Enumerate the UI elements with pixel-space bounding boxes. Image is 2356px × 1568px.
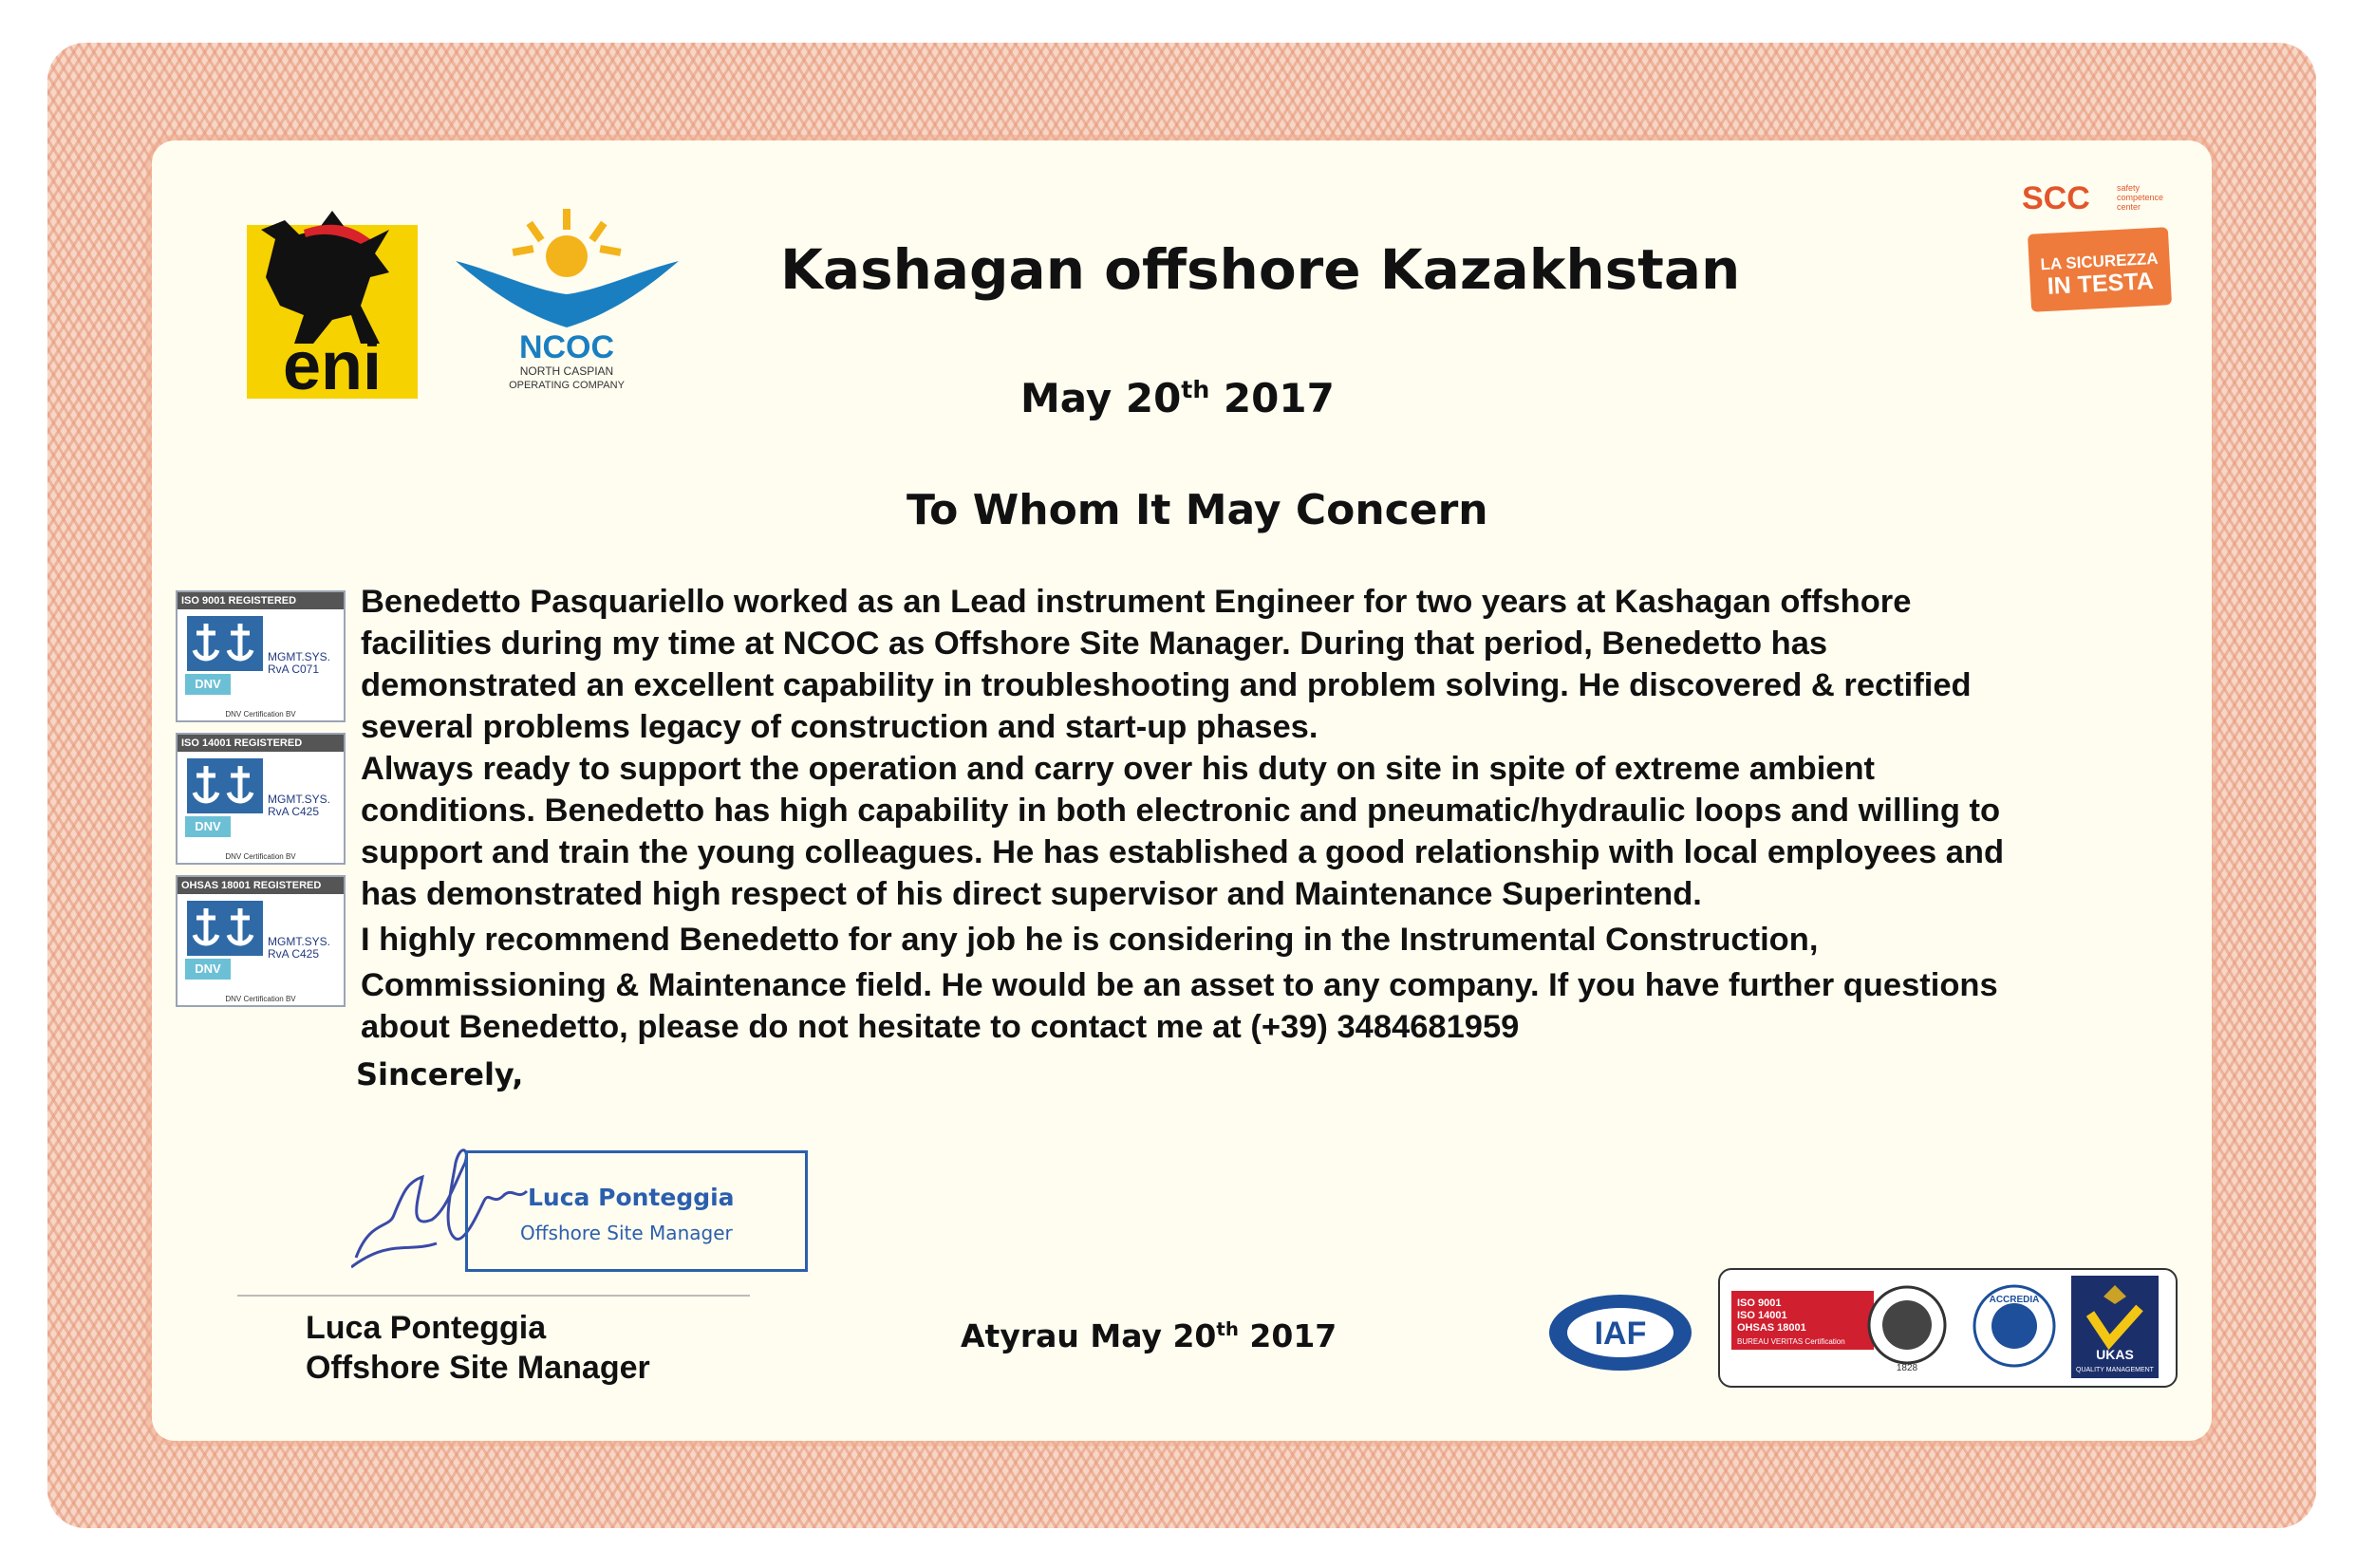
letter-body [361, 581, 2212, 1048]
place-date [961, 1317, 1337, 1354]
signature-line [237, 1295, 750, 1297]
eni-logo [247, 201, 418, 399]
certification-badges [1718, 1268, 2178, 1388]
body-line: I highly recommend Benedetto for any job he is considering in the Instrumental Construction, [361, 922, 1819, 958]
badge-footer: DNV Certification BV [225, 852, 296, 861]
ncoc-logo [456, 204, 679, 394]
svg-text:BUREAU VERITAS Certification: BUREAU VERITAS Certification [1737, 1337, 1845, 1346]
svg-text:SCC: SCC [2022, 180, 2090, 216]
signatory-name: Luca Ponteggia [306, 1310, 547, 1346]
svg-text:OPERATING COMPANY: OPERATING COMPANY [509, 380, 625, 391]
dnv-label: DNV [185, 816, 231, 837]
mgmt-text: MGMT.SYS. RvA C071 [268, 650, 331, 676]
svg-text:center: center [2117, 202, 2141, 212]
stamp-name: Luca Ponteggia [528, 1184, 735, 1211]
iso-14001-badge [176, 733, 346, 865]
date-year: 2017 [1223, 375, 1335, 421]
bureau-veritas-badge [1731, 1279, 1959, 1374]
date-day: May 20 [1020, 375, 1182, 421]
mgmt-text: MGMT.SYS. RvA C425 [268, 935, 331, 961]
svg-text:ISO 14001: ISO 14001 [1737, 1310, 1787, 1321]
document-date [1020, 375, 1335, 421]
body-line: several problems legacy of construction and start-up phases. [361, 709, 1318, 745]
anchor-icon [187, 901, 263, 956]
ukas-badge [2071, 1276, 2159, 1378]
svg-text:1828: 1828 [1896, 1363, 1918, 1373]
badge-footer: DNV Certification BV [225, 710, 296, 719]
svg-text:competence: competence [2117, 193, 2164, 202]
dnv-label: DNV [185, 674, 231, 695]
svg-text:OHSAS 18001: OHSAS 18001 [1737, 1322, 1806, 1334]
svg-text:safety: safety [2117, 183, 2141, 193]
svg-text:IAF: IAF [1594, 1316, 1647, 1352]
mgmt-text: MGMT.SYS. RvA C425 [268, 793, 331, 818]
place-date-text: Atyrau May 20 [961, 1317, 1217, 1354]
body-line: Always ready to support the operation and carry over his duty on site in spite of extreme ambient [361, 751, 1876, 787]
dnv-label: DNV [185, 959, 231, 980]
body-line: facilities during my time at NCOC as Offshore Site Manager. During that period, Benedetto has [361, 625, 1828, 662]
closing: Sincerely, [356, 1056, 524, 1092]
body-line: Commissioning & Maintenance field. He would be an asset to any company. If you have further questions [361, 967, 1998, 1003]
anchor-icon [187, 758, 263, 813]
body-line: support and train the young colleagues. He has established a good relationship with local employees and [361, 834, 2005, 870]
iaf-logo [1547, 1293, 1694, 1373]
svg-text:ISO 9001: ISO 9001 [1737, 1297, 1782, 1309]
body-line: conditions. Benedetto has high capability in both electronic and pneumatic/hydraulic loops and willing to [361, 793, 2001, 829]
scc-logo [2012, 176, 2183, 318]
ohsas-18001-badge [176, 875, 346, 1007]
signatory-title: Offshore Site Manager [306, 1350, 650, 1386]
body-line: has demonstrated high respect of his direct supervisor and Maintenance Superintend. [361, 876, 1702, 912]
name-stamp [465, 1150, 808, 1272]
badge-label: ISO 9001 REGISTERED [178, 592, 344, 609]
stamp-title: Offshore Site Manager [520, 1222, 733, 1244]
accredia-badge [1972, 1283, 2057, 1369]
badge-label: OHSAS 18001 REGISTERED [178, 877, 344, 894]
salutation: To Whom It May Concern [907, 486, 1488, 534]
body-line: Benedetto Pasquariello worked as an Lead instrument Engineer for two years at Kashagan offshore [361, 584, 1912, 620]
body-line: about Benedetto, please do not hesitate to contact me at (+39) 3484681959 [361, 1009, 1520, 1045]
svg-text:LA SICUREZZA: LA SICUREZZA [2040, 249, 2159, 274]
svg-text:NORTH CASPIAN: NORTH CASPIAN [519, 364, 614, 378]
svg-text:eni: eni [282, 328, 383, 399]
iso-9001-badge [176, 590, 346, 722]
place-date-year: 2017 [1249, 1317, 1337, 1354]
date-suffix: th [1181, 376, 1210, 403]
svg-text:IN TESTA: IN TESTA [2047, 268, 2155, 300]
svg-text:UKAS: UKAS [2096, 1347, 2134, 1362]
body-line: demonstrated an excellent capability in troubleshooting and problem solving. He discovered & rectified [361, 667, 1972, 703]
svg-text:ACCREDIA: ACCREDIA [1989, 1295, 2040, 1305]
badge-footer: DNV Certification BV [225, 995, 296, 1003]
anchor-icon [187, 616, 263, 671]
badge-label: ISO 14001 REGISTERED [178, 735, 344, 752]
svg-text:QUALITY MANAGEMENT: QUALITY MANAGEMENT [2076, 1367, 2154, 1373]
place-date-suffix: th [1216, 1318, 1239, 1340]
svg-text:NCOC: NCOC [518, 329, 615, 365]
document-title: Kashagan offshore Kazakhstan [780, 237, 1741, 302]
